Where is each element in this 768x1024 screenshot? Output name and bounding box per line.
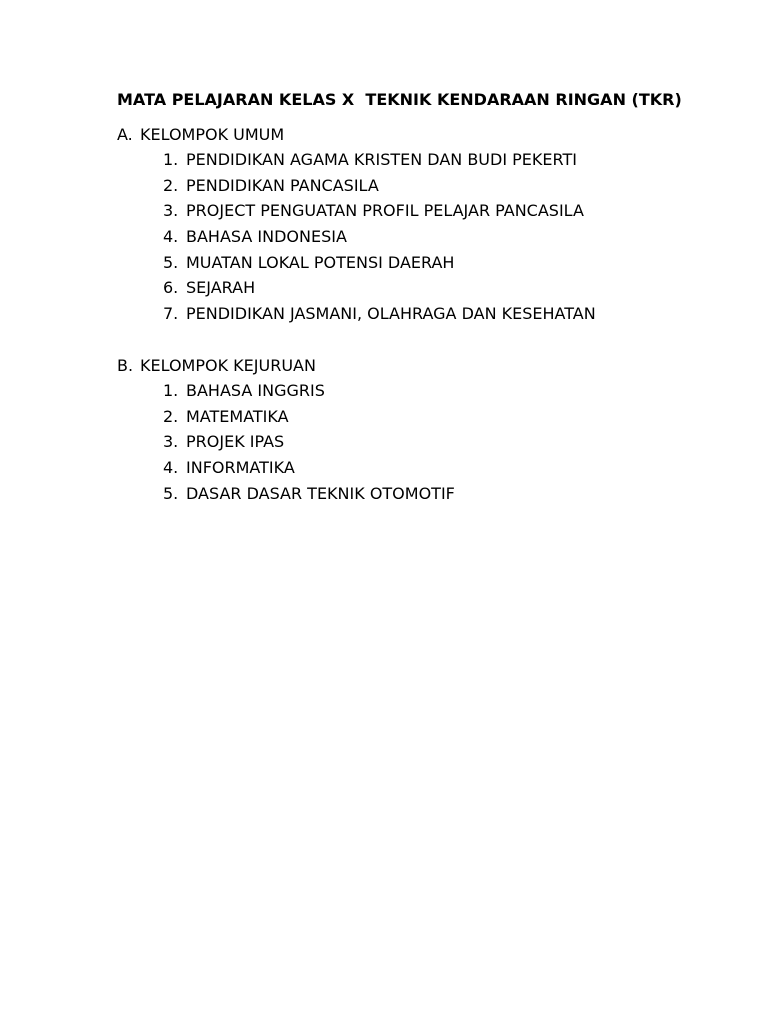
list-item bbox=[117, 303, 596, 329]
item-label: PENDIDIKAN AGAMA KRISTEN DAN BUDI PEKERTI bbox=[186, 150, 577, 169]
item-number: 5. bbox=[163, 252, 179, 272]
list-item bbox=[117, 175, 596, 201]
item-label: BAHASA INDONESIA bbox=[186, 227, 347, 247]
section-letter: B. bbox=[117, 356, 134, 375]
list-item bbox=[117, 200, 596, 226]
list-item bbox=[117, 277, 596, 303]
item-label: BAHASA INGGRIS bbox=[186, 381, 325, 400]
section-letter: A. bbox=[117, 125, 133, 144]
item-number: 6. bbox=[163, 278, 179, 298]
item-label: PENDIDIKAN PANCASILA bbox=[186, 175, 379, 195]
subject-list bbox=[117, 149, 596, 329]
list-item bbox=[117, 457, 455, 483]
list-item bbox=[117, 380, 455, 406]
list-item bbox=[117, 431, 455, 457]
item-number: 3. bbox=[163, 201, 179, 221]
list-item bbox=[117, 149, 596, 175]
section-kelompok-umum bbox=[117, 124, 596, 329]
item-number: 2. bbox=[163, 406, 179, 426]
item-number: 4. bbox=[163, 227, 179, 247]
document-title: MATA PELAJARAN KELAS X TEKNIK KENDARAAN RINGAN (TKR) bbox=[117, 90, 682, 109]
item-label: SEJARAH bbox=[186, 278, 256, 298]
item-label: PROJECT PENGUATAN PROFIL PELAJAR PANCASILA bbox=[186, 201, 584, 221]
item-label: INFORMATIKA bbox=[186, 458, 295, 478]
section-kelompok-kejuruan bbox=[117, 355, 455, 508]
subject-list bbox=[117, 380, 455, 508]
item-label: PENDIDIKAN JASMANI, OLAHRAGA DAN KESEHATAN bbox=[186, 304, 596, 324]
item-label: DASAR DASAR TEKNIK OTOMOTIF bbox=[186, 483, 455, 503]
item-label: PROJEK IPAS bbox=[186, 432, 285, 452]
section-heading bbox=[117, 124, 596, 149]
list-item bbox=[117, 252, 596, 278]
list-item bbox=[117, 406, 455, 432]
list-item bbox=[117, 483, 455, 509]
section-title: KELOMPOK UMUM bbox=[140, 125, 285, 144]
item-number: 3. bbox=[163, 432, 179, 452]
section-heading bbox=[117, 355, 455, 380]
item-number: 2. bbox=[163, 175, 179, 195]
item-number: 5. bbox=[163, 483, 179, 503]
item-number: 7. bbox=[163, 304, 179, 324]
item-number: 1. bbox=[163, 381, 179, 400]
item-label: MUATAN LOKAL POTENSI DAERAH bbox=[186, 252, 455, 272]
section-title: KELOMPOK KEJURUAN bbox=[140, 356, 316, 375]
list-item bbox=[117, 226, 596, 252]
item-label: MATEMATIKA bbox=[186, 406, 289, 426]
item-number: 1. bbox=[163, 150, 179, 169]
item-number: 4. bbox=[163, 458, 179, 478]
